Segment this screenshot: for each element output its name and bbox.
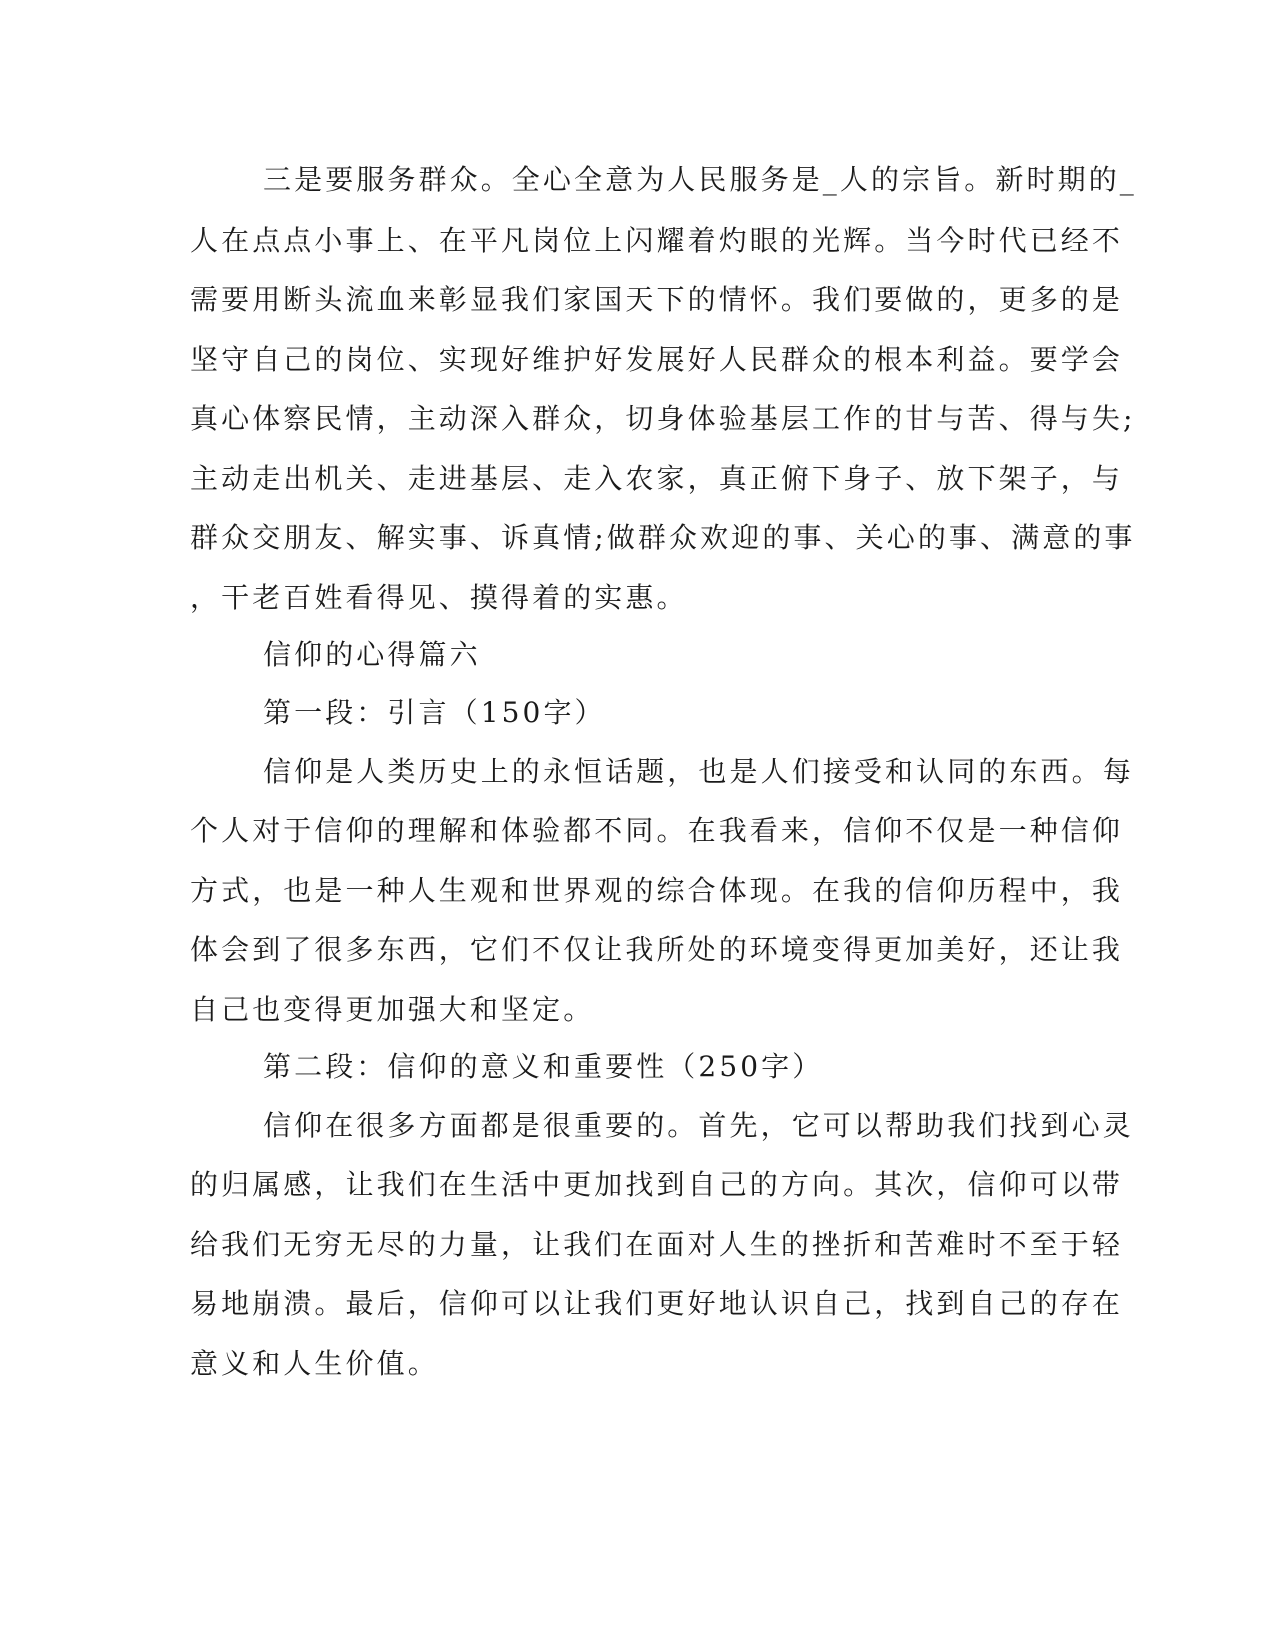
paragraph-line: 主动走出机关、走进基层、走入农家，真正俯下身子、放下架子，与	[190, 462, 1124, 495]
paragraph-line: 个人对于信仰的理解和体验都不同。在我看来，信仰不仅是一种信仰	[190, 814, 1124, 847]
paragraph-line: 体会到了很多东西，它们不仅让我所处的环境变得更加美好，还让我	[190, 933, 1124, 966]
paragraph-line: 群众交朋友、解实事、诉真情;做群众欢迎的事、关心的事、满意的事	[190, 521, 1136, 554]
paragraph-line: 意义和人生价值。	[190, 1347, 439, 1380]
paragraph-line: 需要用断头流血来彰显我们家国天下的情怀。我们要做的，更多的是	[190, 283, 1124, 316]
paragraph-line: 信仰在很多方面都是很重要的。首先，它可以帮助我们找到心灵	[263, 1109, 1134, 1142]
paragraph-line: 的归属感，让我们在生活中更加找到自己的方向。其次，信仰可以带	[190, 1168, 1124, 1201]
paragraph-line: 人在点点小事上、在平凡岗位上闪耀着灼眼的光辉。当今时代已经不	[190, 224, 1124, 257]
paragraph-line: 自己也变得更加强大和坚定。	[190, 993, 595, 1026]
part-one-heading: 第一段：引言（150字）	[263, 696, 606, 729]
paragraph-line: 三是要服务群众。全心全意为人民服务是_人的宗旨。新时期的_	[263, 163, 1137, 196]
part-two-heading: 第二段：信仰的意义和重要性（250字）	[263, 1050, 824, 1083]
paragraph-line: 易地崩溃。最后，信仰可以让我们更好地认识自己，找到自己的存在	[190, 1287, 1124, 1320]
paragraph-line: 方式，也是一种人生观和世界观的综合体现。在我的信仰历程中，我	[190, 874, 1124, 907]
paragraph-line: 给我们无穷无尽的力量，让我们在面对人生的挫折和苦难时不至于轻	[190, 1228, 1124, 1261]
paragraph-line: 坚守自己的岗位、实现好维护好发展好人民群众的根本利益。要学会	[190, 343, 1124, 376]
paragraph-line: 真心体察民情，主动深入群众，切身体验基层工作的甘与苦、得与失;	[190, 402, 1136, 435]
paragraph-line: 信仰是人类历史上的永恒话题，也是人们接受和认同的东西。每	[263, 755, 1134, 788]
section-title: 信仰的心得篇六	[263, 638, 481, 671]
paragraph-line: ，干老百姓看得见、摸得着的实惠。	[190, 581, 688, 614]
